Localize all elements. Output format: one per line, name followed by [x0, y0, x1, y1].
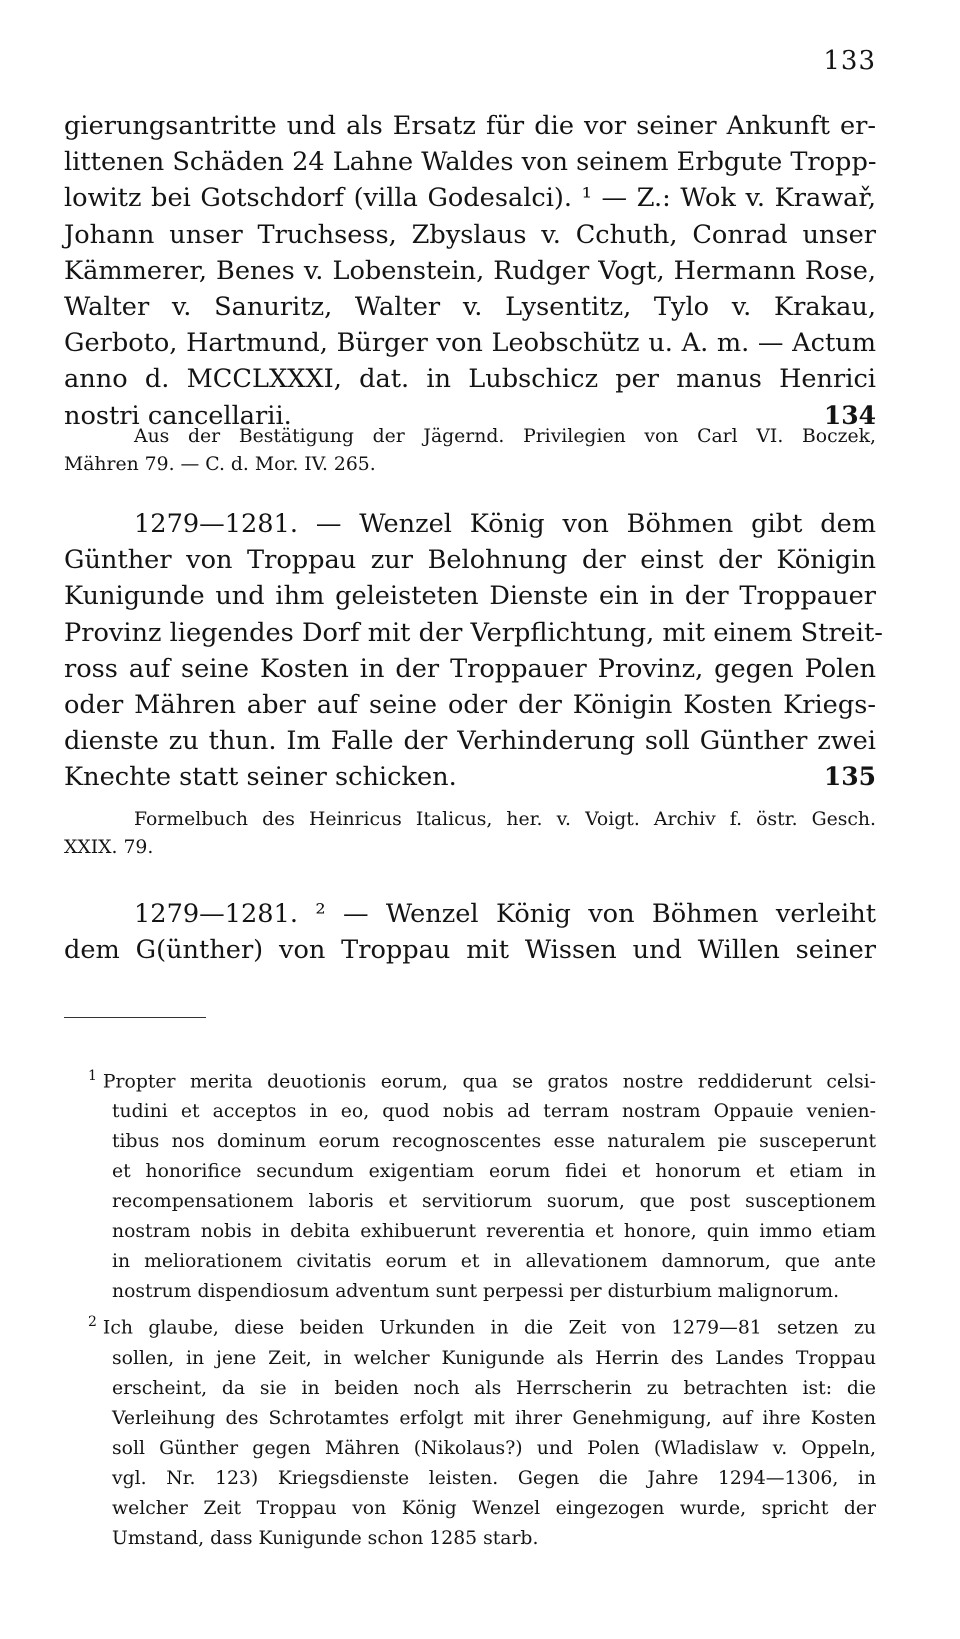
footnote-line	[64, 1307, 876, 1343]
text-line: 1279—1281. ² — Wenzel König von Böhmen verleiht	[134, 899, 876, 929]
text-line-content: Knechte statt seiner schicken.	[64, 762, 457, 793]
footnote-text: Propter merita deuotionis eorum, qua se gratos nostre reddiderunt celsi-	[102, 1071, 876, 1093]
footnote-line: in meliorationem civitatis eorum et in allevationem damnorum, que ante	[112, 1251, 876, 1273]
footnote-line: tibus nos dominum eorum recognoscentes esse naturalem pie susceperunt	[112, 1131, 876, 1153]
footnote-line: soll Günther gegen Mähren (Nikolaus?) und Polen (Wladislaw v. Oppeln,	[112, 1437, 876, 1459]
charter-text-continuation	[64, 108, 876, 434]
footnote-text: Ich glaube, diese beiden Urkunden in die Zeit von 1279—81 setzen zu	[102, 1317, 876, 1339]
citation-line: Mähren 79. — C. d. Mor. IV. 265.	[64, 454, 376, 475]
footnote-mark: 1	[88, 1068, 97, 1084]
text-line: oder Mähren aber auf seine oder der Königin Kosten Kriegs-	[64, 690, 876, 721]
footnote-line: vgl. Nr. 123) Kriegsdienste leisten. Gegen die Jahre 1294—1306, in	[112, 1467, 876, 1489]
document-number: 135	[823, 762, 876, 792]
footnote-line	[64, 1061, 876, 1097]
text-line: dem G(ünther) von Troppau mit Wissen und Willen seiner	[64, 935, 876, 966]
text-line: lowitz bei Gotschdorf (villa Godesalci). ¹ — Z.: Wok v. Krawař,	[64, 183, 876, 214]
citation-line: Aus der Bestätigung der Jägernd. Privilegien von Carl VI. Boczek,	[134, 426, 876, 447]
footnote-line: sollen, in jene Zeit, in welcher Kunigunde als Herrin des Landes Troppau	[112, 1347, 876, 1369]
text-line: anno d. MCCLXXXI, dat. in Lubschicz per manus Henrici	[64, 364, 876, 395]
footnote-line: nostram nobis in debita exhibuerunt reverentia et honore, quin immo etiam	[112, 1221, 876, 1243]
footnote-line: Verleihung des Schrotamtes erfolgt mit ihrer Genehmigung, auf ihre Kosten	[112, 1407, 876, 1429]
page-number: 133	[823, 46, 876, 76]
document-number: 134	[823, 400, 876, 430]
text-line: Johann unser Truchsess, Zbyslaus v. Cchuth, Conrad unser	[64, 219, 876, 250]
footnote-line: erscheint, da sie in beiden noch als Herrscherin zu betrachten ist: die	[112, 1377, 876, 1399]
regest-entry	[64, 896, 876, 968]
source-citation	[64, 423, 876, 479]
footnote-line: welcher Zeit Troppau von König Wenzel eingezogen wurde, spricht der	[112, 1497, 876, 1519]
document-page	[64, 0, 883, 1639]
text-line: ross auf seine Kosten in der Troppauer Provinz, gegen Polen	[64, 653, 876, 684]
footnotes	[64, 1061, 876, 1554]
footnote-line: nostrum dispendiosum adventum sunt perpessi per disturbium malignorum.	[112, 1281, 840, 1303]
source-citation	[64, 806, 876, 862]
text-line: Kunigunde und ihm geleisteten Dienste ein in der Troppauer	[64, 581, 876, 612]
regest-entry	[64, 506, 883, 796]
text-line-content: nostri cancellarii.	[64, 400, 292, 431]
text-line: Walter v. Sanuritz, Walter v. Lysentitz, Tylo v. Krakau,	[64, 292, 876, 323]
footnote-line: et honorifice secundum exigentiam eorum fidei et honorum et etiam in	[112, 1161, 876, 1183]
text-line: Kämmerer, Benes v. Lobenstein, Rudger Vogt, Hermann Rose,	[64, 255, 876, 286]
footnote-line: tudini et acceptos in eo, quod nobis ad terram nostram Oppauie venien-	[112, 1101, 876, 1123]
footnote-line: Umstand, dass Kunigunde schon 1285 starb.	[112, 1527, 539, 1549]
text-line: gierungsantritte und als Ersatz für die vor seiner Ankunft er-	[64, 111, 876, 141]
citation-line: Formelbuch des Heinricus Italicus, her. v. Voigt. Archiv f. östr. Gesch.	[134, 809, 876, 830]
text-line: dienste zu thun. Im Falle der Verhinderung soll Günther zwei	[64, 726, 876, 757]
text-line: Gerboto, Hartmund, Bürger von Leobschütz u. A. m. — Actum	[64, 328, 876, 359]
text-line: Günther von Troppau zur Belohnung der einst der Königin	[64, 545, 876, 576]
citation-line: XXIX. 79.	[64, 837, 154, 858]
footnote-mark: 2	[88, 1314, 97, 1331]
footnote-divider	[64, 1017, 206, 1018]
text-line: littenen Schäden 24 Lahne Waldes von seinem Erbgute Tropp-	[64, 147, 877, 178]
text-line	[64, 759, 876, 795]
text-line: Provinz liegendes Dorf mit der Verpflichtung, mit einem Streit-	[64, 617, 883, 648]
footnote-line: recompensationem laboris et servitiorum suorum, que post susceptionem	[112, 1191, 876, 1213]
text-line: 1279—1281. — Wenzel König von Böhmen gibt dem	[134, 509, 876, 539]
